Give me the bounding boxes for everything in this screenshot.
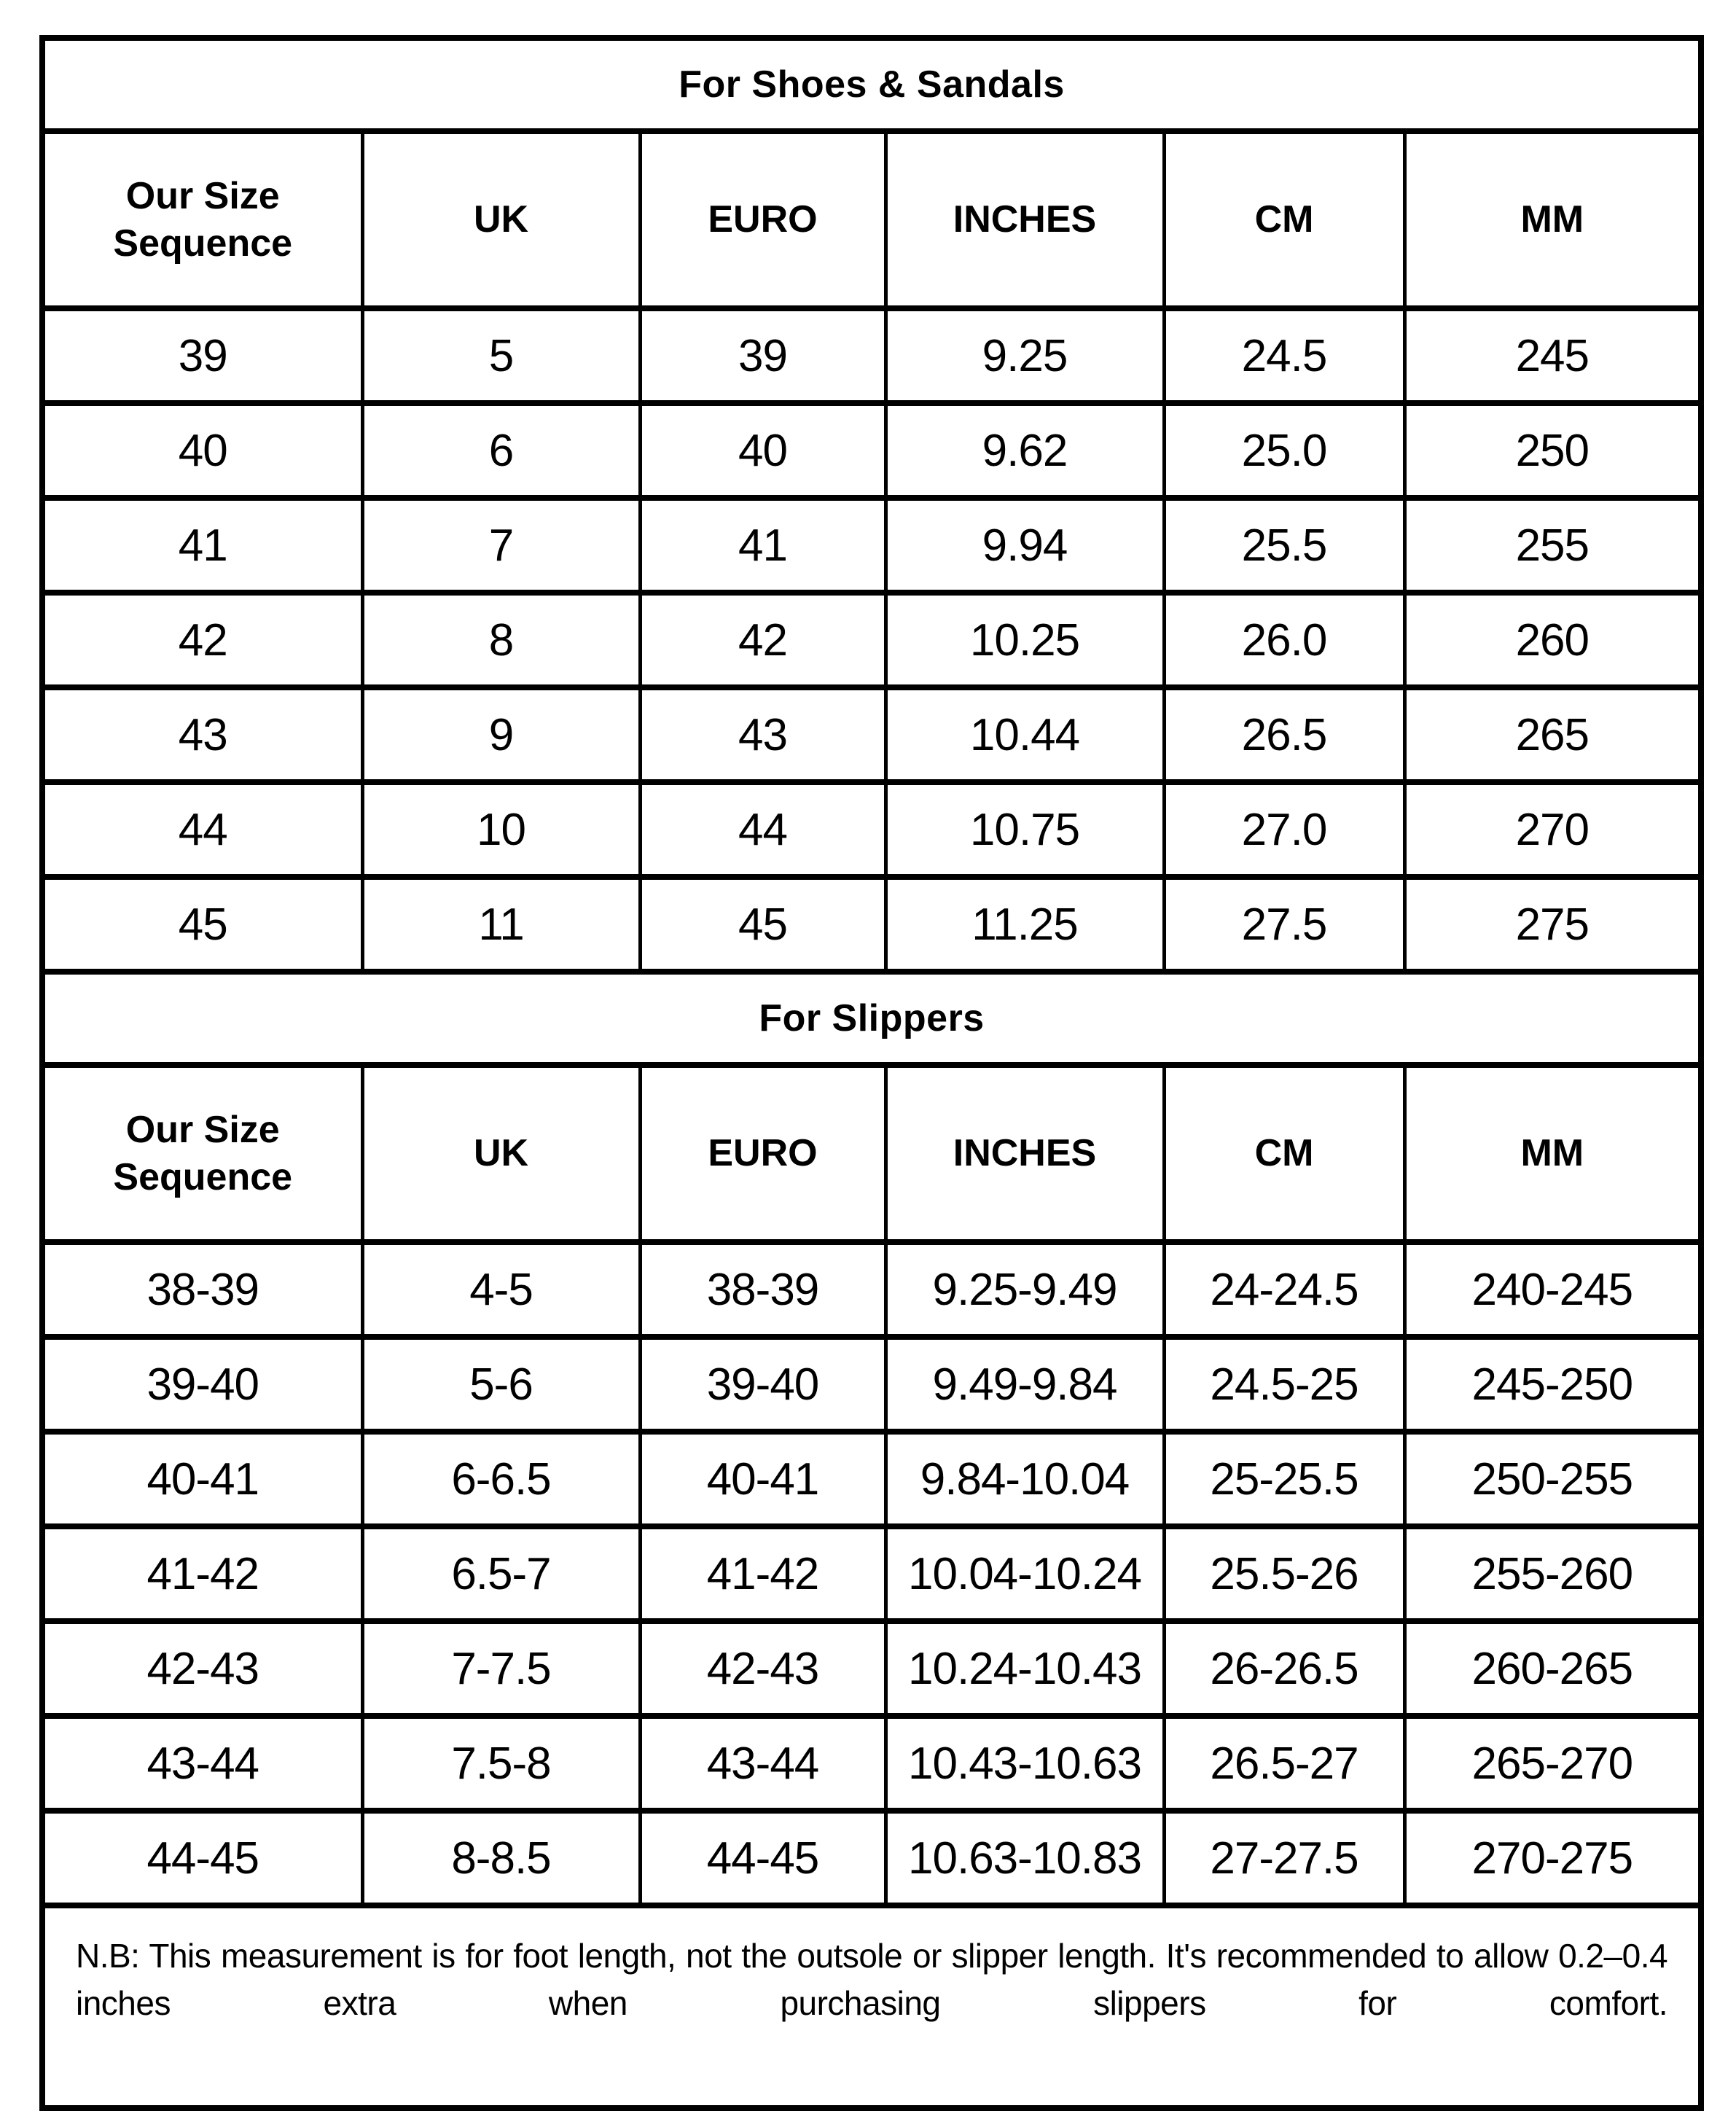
size-cell: 26.5-27 xyxy=(1164,1716,1404,1811)
table-row xyxy=(42,782,1701,877)
size-cell: 7 xyxy=(362,498,640,593)
size-cell: 44-45 xyxy=(640,1811,885,1905)
table-row xyxy=(42,1242,1701,1337)
column-header-inches: INCHES xyxy=(885,131,1164,308)
column-header-mm: MM xyxy=(1404,1065,1701,1242)
size-cell: 7.5-8 xyxy=(362,1716,640,1811)
size-cell: 43-44 xyxy=(640,1716,885,1811)
size-cell: 40 xyxy=(640,403,885,498)
column-header-uk: UK xyxy=(362,1065,640,1242)
size-cell: 41 xyxy=(640,498,885,593)
size-cell: 270-275 xyxy=(1404,1811,1701,1905)
size-cell: 42-43 xyxy=(42,1621,362,1716)
size-cell: 11.25 xyxy=(885,877,1164,972)
column-header-row xyxy=(42,1065,1701,1242)
size-cell: 44 xyxy=(640,782,885,877)
size-cell: 27.5 xyxy=(1164,877,1404,972)
size-cell: 44 xyxy=(42,782,362,877)
table-row xyxy=(42,403,1701,498)
size-cell: 4-5 xyxy=(362,1242,640,1337)
size-cell: 240-245 xyxy=(1404,1242,1701,1337)
size-cell: 10.63-10.83 xyxy=(885,1811,1164,1905)
size-cell: 39-40 xyxy=(640,1337,885,1432)
size-cell: 25.0 xyxy=(1164,403,1404,498)
table-row xyxy=(42,498,1701,593)
size-cell: 10.75 xyxy=(885,782,1164,877)
size-cell: 250-255 xyxy=(1404,1432,1701,1526)
size-chart-table xyxy=(39,35,1704,2111)
column-header-row xyxy=(42,131,1701,308)
size-cell: 42-43 xyxy=(640,1621,885,1716)
size-cell: 9.49-9.84 xyxy=(885,1337,1164,1432)
table-row xyxy=(42,308,1701,403)
table-row xyxy=(42,1432,1701,1526)
column-header-euro: EURO xyxy=(640,131,885,308)
size-cell: 41-42 xyxy=(42,1526,362,1621)
size-cell: 255 xyxy=(1404,498,1701,593)
column-header-inches: INCHES xyxy=(885,1065,1164,1242)
size-cell: 8-8.5 xyxy=(362,1811,640,1905)
table-row xyxy=(42,1621,1701,1716)
note-text: N.B: This measurement is for foot length, not the outsole or slipper length. It's recommended to allow 0.2–0.4 inches extra when purchasing slippers for comfort. xyxy=(42,1905,1701,2108)
table-row xyxy=(42,1716,1701,1811)
size-cell: 245-250 xyxy=(1404,1337,1701,1432)
size-cell: 25.5-26 xyxy=(1164,1526,1404,1621)
size-cell: 255-260 xyxy=(1404,1526,1701,1621)
size-cell: 27-27.5 xyxy=(1164,1811,1404,1905)
size-cell: 265-270 xyxy=(1404,1716,1701,1811)
section-title-row-shoes-sandals xyxy=(42,38,1701,131)
section-title-slippers: For Slippers xyxy=(42,972,1701,1065)
size-cell: 9.84-10.04 xyxy=(885,1432,1164,1526)
size-cell: 6.5-7 xyxy=(362,1526,640,1621)
column-header-our-size-sequence: Our Size Sequence xyxy=(42,1065,362,1242)
size-cell: 5 xyxy=(362,308,640,403)
size-cell: 260 xyxy=(1404,593,1701,687)
size-cell: 42 xyxy=(640,593,885,687)
size-cell: 26.0 xyxy=(1164,593,1404,687)
size-cell: 25-25.5 xyxy=(1164,1432,1404,1526)
column-header-cm: CM xyxy=(1164,1065,1404,1242)
table-row xyxy=(42,1811,1701,1905)
column-header-euro: EURO xyxy=(640,1065,885,1242)
column-header-cm: CM xyxy=(1164,131,1404,308)
size-cell: 38-39 xyxy=(42,1242,362,1337)
size-cell: 40 xyxy=(42,403,362,498)
size-cell: 39 xyxy=(42,308,362,403)
size-cell: 10.24-10.43 xyxy=(885,1621,1164,1716)
size-cell: 250 xyxy=(1404,403,1701,498)
size-cell: 10.04-10.24 xyxy=(885,1526,1164,1621)
note-row xyxy=(42,1905,1701,2108)
size-cell: 265 xyxy=(1404,687,1701,782)
size-cell: 24.5-25 xyxy=(1164,1337,1404,1432)
size-cell: 6-6.5 xyxy=(362,1432,640,1526)
size-cell: 41-42 xyxy=(640,1526,885,1621)
size-cell: 10.43-10.63 xyxy=(885,1716,1164,1811)
size-cell: 26-26.5 xyxy=(1164,1621,1404,1716)
size-cell: 6 xyxy=(362,403,640,498)
column-header-uk: UK xyxy=(362,131,640,308)
size-cell: 9.25 xyxy=(885,308,1164,403)
size-cell: 40-41 xyxy=(42,1432,362,1526)
table-row xyxy=(42,1337,1701,1432)
size-cell: 245 xyxy=(1404,308,1701,403)
size-cell: 43 xyxy=(42,687,362,782)
table-row xyxy=(42,1526,1701,1621)
size-cell: 43-44 xyxy=(42,1716,362,1811)
size-cell: 9.25-9.49 xyxy=(885,1242,1164,1337)
size-cell: 42 xyxy=(42,593,362,687)
column-header-mm: MM xyxy=(1404,131,1701,308)
size-cell: 27.0 xyxy=(1164,782,1404,877)
column-header-our-size-sequence: Our Size Sequence xyxy=(42,131,362,308)
table-row xyxy=(42,877,1701,972)
size-cell: 43 xyxy=(640,687,885,782)
size-cell: 39 xyxy=(640,308,885,403)
size-cell: 41 xyxy=(42,498,362,593)
size-cell: 270 xyxy=(1404,782,1701,877)
size-cell: 7-7.5 xyxy=(362,1621,640,1716)
size-cell: 44-45 xyxy=(42,1811,362,1905)
size-cell: 9.94 xyxy=(885,498,1164,593)
size-cell: 275 xyxy=(1404,877,1701,972)
size-cell: 10 xyxy=(362,782,640,877)
size-cell: 5-6 xyxy=(362,1337,640,1432)
size-cell: 24-24.5 xyxy=(1164,1242,1404,1337)
size-cell: 38-39 xyxy=(640,1242,885,1337)
size-cell: 45 xyxy=(42,877,362,972)
size-cell: 10.25 xyxy=(885,593,1164,687)
size-cell: 24.5 xyxy=(1164,308,1404,403)
size-cell: 26.5 xyxy=(1164,687,1404,782)
size-cell: 40-41 xyxy=(640,1432,885,1526)
size-cell: 260-265 xyxy=(1404,1621,1701,1716)
section-title-row-slippers xyxy=(42,972,1701,1065)
size-cell: 25.5 xyxy=(1164,498,1404,593)
section-title-shoes-sandals: For Shoes & Sandals xyxy=(42,38,1701,131)
size-cell: 9.62 xyxy=(885,403,1164,498)
size-cell: 11 xyxy=(362,877,640,972)
size-cell: 45 xyxy=(640,877,885,972)
table-row xyxy=(42,593,1701,687)
size-cell: 39-40 xyxy=(42,1337,362,1432)
size-cell: 10.44 xyxy=(885,687,1164,782)
table-row xyxy=(42,687,1701,782)
size-cell: 9 xyxy=(362,687,640,782)
size-cell: 8 xyxy=(362,593,640,687)
